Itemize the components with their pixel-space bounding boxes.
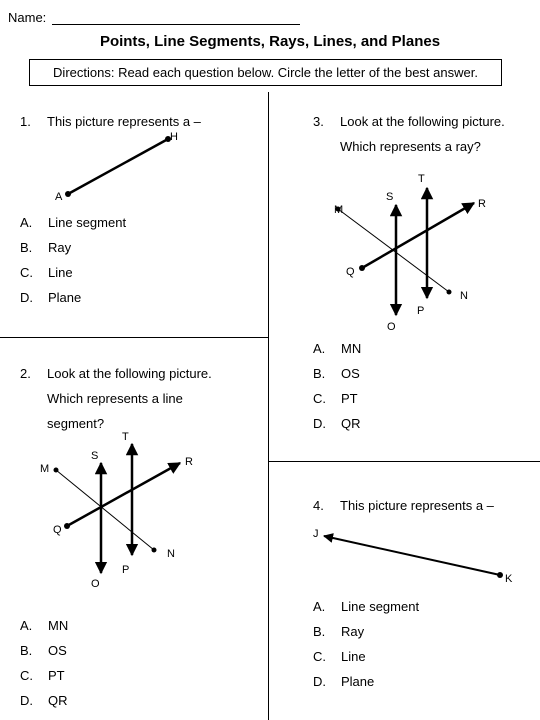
question-4-option-d[interactable]: D. Plane bbox=[313, 674, 375, 689]
point-m bbox=[54, 468, 59, 473]
point-q bbox=[64, 523, 70, 529]
label-s: S bbox=[91, 450, 99, 462]
point-n bbox=[152, 548, 157, 553]
label-s: S bbox=[386, 191, 394, 203]
question-1-figure bbox=[0, 120, 268, 210]
question-4-figure bbox=[268, 520, 540, 590]
label-n: N bbox=[460, 290, 468, 302]
question-1-number: 1. bbox=[20, 114, 31, 129]
right-row-divider bbox=[268, 461, 540, 462]
label-k: K bbox=[505, 573, 513, 585]
question-2-line-2: Which represents a line bbox=[47, 391, 183, 406]
question-3-option-a[interactable]: A. MN bbox=[313, 341, 362, 356]
label-o: O bbox=[387, 321, 396, 333]
label-r: R bbox=[478, 198, 486, 210]
page-title: Points, Line Segments, Rays, Lines, and Planes bbox=[99, 33, 441, 50]
question-2-number: 2. bbox=[20, 366, 31, 381]
label-t: T bbox=[122, 431, 129, 443]
question-4-option-c[interactable]: C. Line bbox=[313, 649, 366, 664]
question-4-number: 4. bbox=[313, 498, 324, 513]
segment-ah bbox=[68, 139, 168, 194]
label-q: Q bbox=[346, 266, 355, 278]
point-n bbox=[447, 290, 452, 295]
label-r: R bbox=[185, 456, 193, 468]
question-1-text: This picture represents a – bbox=[47, 114, 201, 129]
label-h: H bbox=[170, 131, 178, 143]
left-row-divider bbox=[0, 337, 268, 338]
label-o: O bbox=[91, 578, 100, 590]
label-t: T bbox=[418, 173, 425, 185]
question-2-line-3: segment? bbox=[47, 416, 105, 431]
question-4-option-a[interactable]: A. Line segment bbox=[313, 599, 420, 614]
question-3-line-2: Which represents a ray? bbox=[340, 139, 481, 154]
question-2-option-a[interactable]: A. MN bbox=[20, 618, 69, 633]
question-3-line-1: Look at the following picture. bbox=[340, 114, 505, 129]
label-m: M bbox=[334, 204, 344, 216]
label-q: Q bbox=[53, 524, 62, 536]
question-2-option-c[interactable]: C. PT bbox=[20, 668, 65, 683]
question-3-figure bbox=[268, 168, 540, 334]
question-1-option-d[interactable]: D. Plane bbox=[20, 290, 82, 305]
ray-qr bbox=[362, 203, 474, 268]
question-2-figure bbox=[0, 425, 268, 593]
name-blank-line bbox=[52, 24, 300, 25]
label-a: A bbox=[55, 191, 63, 203]
name-label: Name: bbox=[8, 10, 47, 25]
label-j: J bbox=[313, 528, 319, 540]
question-2-option-d[interactable]: D. QR bbox=[20, 693, 68, 708]
question-2-line-1: Look at the following picture. bbox=[47, 366, 212, 381]
question-2-option-b[interactable]: B. OS bbox=[20, 643, 67, 658]
label-m: M bbox=[40, 463, 50, 475]
point-a bbox=[65, 191, 71, 197]
point-k bbox=[497, 572, 503, 578]
question-1-option-a[interactable]: A. Line segment bbox=[20, 215, 127, 230]
ray-qr bbox=[67, 463, 180, 526]
question-4-text: This picture represents a – bbox=[340, 498, 494, 513]
question-4-option-b[interactable]: B. Ray bbox=[313, 624, 365, 639]
question-3-option-d[interactable]: D. QR bbox=[313, 416, 361, 431]
question-1-option-b[interactable]: B. Ray bbox=[20, 240, 72, 255]
question-3-option-c[interactable]: C. PT bbox=[313, 391, 358, 406]
question-3-number: 3. bbox=[313, 114, 324, 129]
question-1-option-c[interactable]: C. Line bbox=[20, 265, 73, 280]
label-n: N bbox=[167, 548, 175, 560]
question-3-option-b[interactable]: B. OS bbox=[313, 366, 360, 381]
directions-box: Directions: Read each question below. Circle the letter of the best answer. bbox=[29, 59, 502, 86]
point-q bbox=[359, 265, 365, 271]
label-p: P bbox=[417, 305, 425, 317]
ray-kj bbox=[324, 536, 500, 575]
segment-mn bbox=[56, 470, 154, 550]
label-p: P bbox=[122, 564, 130, 576]
